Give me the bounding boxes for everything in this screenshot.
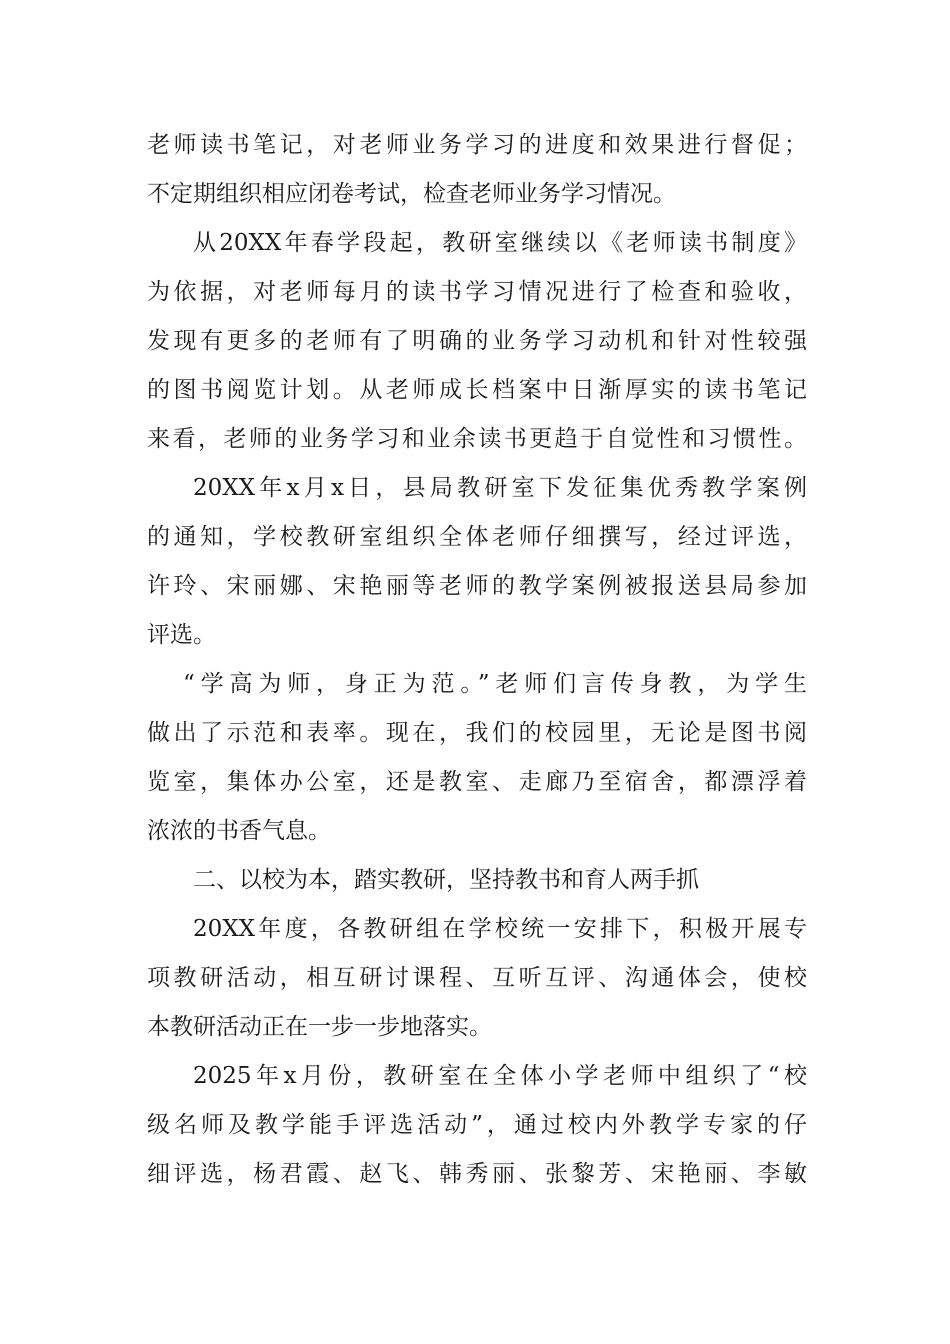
document-body: [147, 121, 807, 1199]
text-line: 评选。: [147, 622, 216, 648]
text-line: 不定期组织相应闭卷考试，检查老师业务学习情况。: [147, 181, 676, 207]
text-line: 览室，集体办公室，还是教室、走廊乃至宿舍，都漂浮着: [147, 769, 807, 795]
section-heading: 二、以校为本，踏实教研，坚持教书和育人两手抓: [193, 867, 699, 893]
paragraph-start-line: 20XX年度，各教研组在学校统一安排下，积极开展专: [193, 916, 807, 942]
text-line: 发现有更多的老师有了明确的业务学习动机和针对性较强: [147, 328, 807, 354]
text-line: 许玲、宋丽娜、宋艳丽等老师的教学案例被报送县局参加: [147, 573, 807, 599]
text-line: 细评选，杨君霞、赵飞、韩秀丽、张黎芳、宋艳丽、李敏: [147, 1161, 807, 1187]
paragraph-start-line: “学高为师，身正为范。”老师们言传身教，为学生: [183, 671, 807, 697]
text-line: 来看，老师的业务学习和业余读书更趋于自觉性和习惯性。: [147, 426, 807, 452]
text-line: 老师读书笔记，对老师业务学习的进度和效果进行督促；: [147, 132, 807, 158]
text-line: 的通知，学校教研室组织全体老师仔细撰写，经过评选，: [147, 524, 807, 550]
text-line: 本教研活动正在一步一步地落实。: [147, 1014, 492, 1040]
text-line: 的图书阅览计划。从老师成长档案中日渐厚实的读书笔记: [147, 377, 807, 403]
text-line: 做出了示范和表率。现在，我们的校园里，无论是图书阅: [147, 720, 807, 746]
text-line: 为依据，对老师每月的读书学习情况进行了检查和验收，: [147, 279, 807, 305]
text-line: 项教研活动，相互研讨课程、互听互评、沟通体会，使校: [147, 965, 807, 991]
paragraph-start-line: 2025年x月份，教研室在全体小学老师中组织了“校: [193, 1063, 807, 1089]
paragraph-start-line: 20XX年x月x日，县局教研室下发征集优秀教学案例: [193, 475, 807, 501]
text-line: 浓浓的书香气息。: [147, 818, 331, 844]
text-line: 级名师及教学能手评选活动”，通过校内外教学专家的仔: [147, 1112, 807, 1138]
paragraph-start-line: 从20XX年春学段起，教研室继续以《老师读书制度》: [193, 230, 807, 256]
